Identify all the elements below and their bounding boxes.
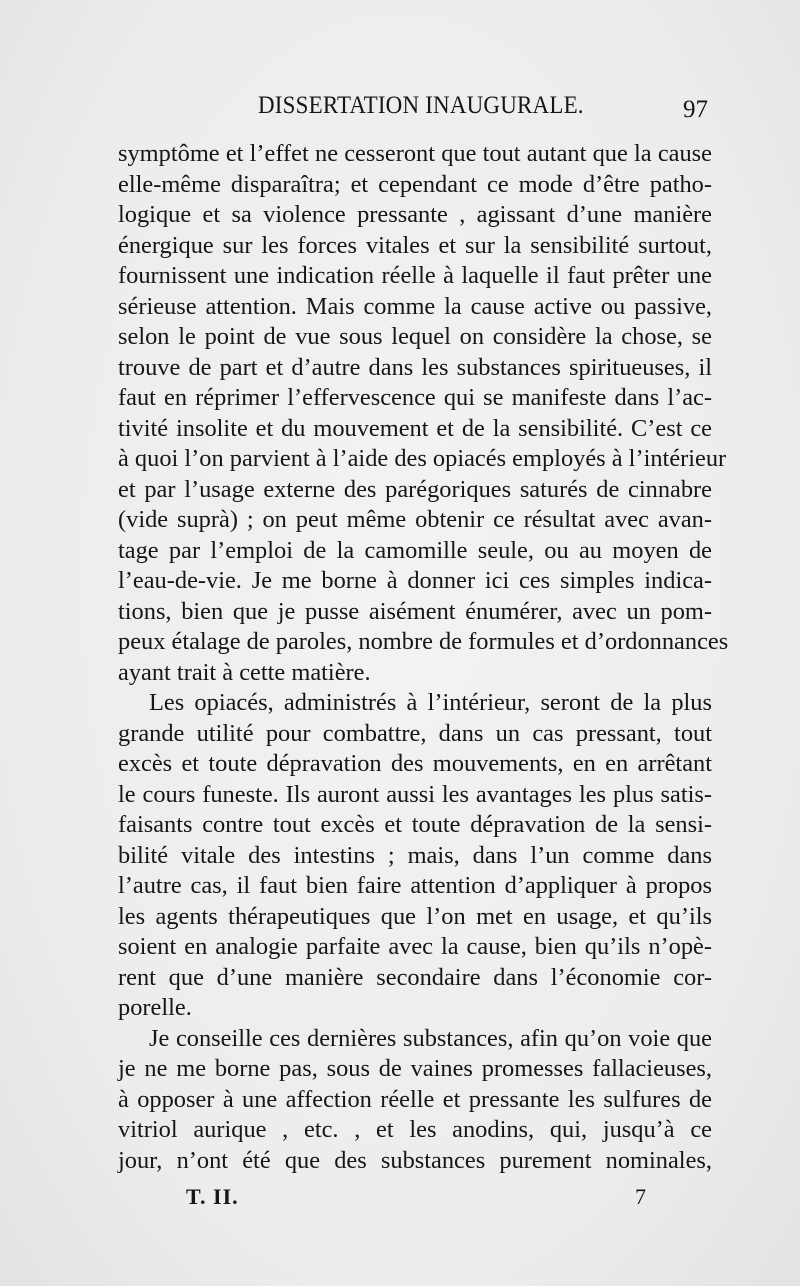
text-line: logique et sa violence pressante , agissant d’une manière [118,201,712,228]
text-line: symptôme et l’effet ne cesseront que tout autant que la cause [118,140,712,167]
text-line: tage par l’emploi de la camomille seule, ou au moyen de [118,536,712,564]
text-line: porelle. [118,994,192,1021]
gathering-signature: 7 [635,1184,646,1209]
text-line: Les opiacés, administrés à l’intérieur, seront de la plus [149,689,712,716]
text-line: peux étalage de paroles, nombre de formules et d’ordonnances [118,628,729,655]
text-line: elle-même disparaîtra; et cependant ce mode d’être patho- [118,170,712,198]
text-line: tions, bien que je pusse aisément énumérer, avec un pom- [118,597,712,625]
text-line: rent que d’une manière secondaire dans l’économie cor- [118,963,712,991]
running-title: DISSERTATION INAUGURALE. [258,92,584,119]
body-text [118,139,729,1176]
text-line: trouve de part et d’autre dans les substances spiritueuses, il [118,353,712,381]
text-line: jour, n’ont été que des substances purement nominales, [118,1146,712,1174]
text-line: et par l’usage externe des parégoriques saturés de cinnabre [118,475,712,503]
signature-line [186,1184,646,1214]
text-line: énergique sur les forces vitales et sur la sensibilité surtout, [118,231,712,259]
text-line: excès et toute dépravation des mouvements, en en arrêtant [118,750,712,777]
page-header [118,92,712,132]
text-line: sérieuse attention. Mais comme la cause active ou passive, [118,292,712,320]
text-line: fournissent une indication réelle à laquelle il faut prêter une [118,262,712,289]
volume-signature: T. II. [186,1184,239,1209]
page-number: 97 [683,96,708,123]
text-line: bilité vitale des intestins ; mais, dans l’un comme dans [118,841,712,869]
paragraph-3 [118,1024,712,1177]
text-line: à quoi l’on parvient à l’aide des opiacés employés à l’intérieur [118,445,727,472]
text-line: tivité insolite et du mouvement et de la sensibilité. C’est ce [118,414,712,442]
paragraph-2 [118,688,712,1024]
text-line: grande utilité pour combattre, dans un cas pressant, tout [118,719,712,747]
text-line: (vide suprà) ; on peut même obtenir ce résultat avec avan- [118,506,712,533]
text-line: le cours funeste. Ils auront aussi les avantages les plus satis- [118,780,712,808]
text-line: à opposer à une affection réelle et pressante les sulfures de [118,1085,712,1113]
text-line: vitriol aurique , etc. , et les anodins, qui, jusqu’à ce [118,1116,712,1143]
paragraph-1 [118,139,729,688]
text-line: selon le point de vue sous lequel on considère la chose, se [118,323,712,350]
text-line: faut en réprimer l’effervescence qui se manifeste dans l’ac- [118,384,712,411]
text-line: soient en analogie parfaite avec la cause, bien qu’ils n’opè- [118,933,712,960]
text-line: l’autre cas, il faut bien faire attention d’appliquer à propos [118,872,712,899]
text-line: je ne me borne pas, sous de vaines promesses fallacieuses, [118,1055,712,1082]
text-line: les agents thérapeutiques que l’on met en usage, et qu’ils [118,902,712,930]
text-line: faisants contre tout excès et toute dépravation de la sensi- [118,811,712,838]
text-line: l’eau-de-vie. Je me borne à donner ici ces simples indica- [118,567,712,594]
text-line: ayant trait à cette matière. [118,658,371,686]
text-line: Je conseille ces dernières substances, afin qu’on voie que [149,1024,712,1052]
